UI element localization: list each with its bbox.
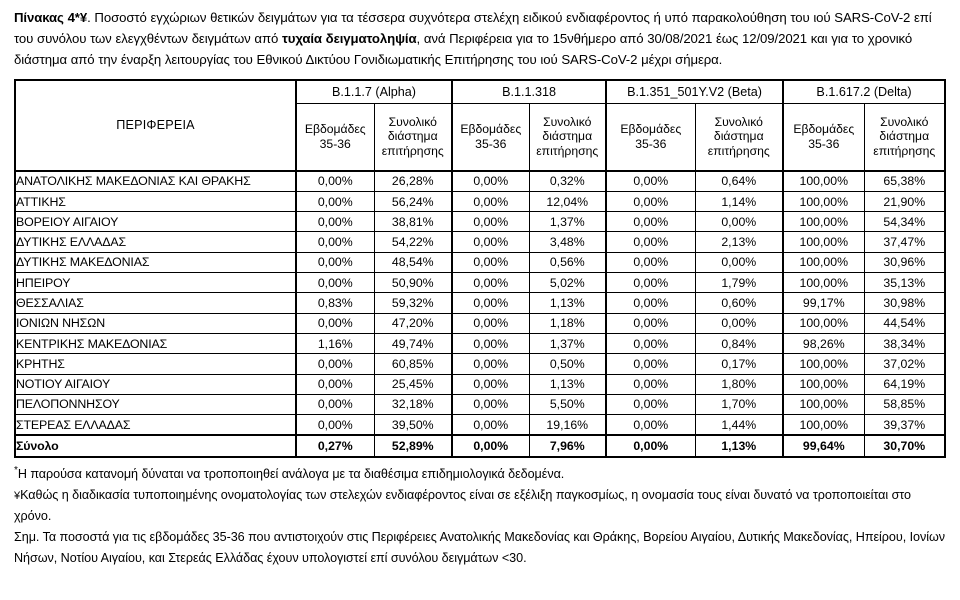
table-cell-value: 0,83% — [296, 293, 374, 313]
table-cell-value: 100,00% — [783, 252, 864, 272]
subheader-total-line1: Συνολικό — [388, 115, 437, 130]
table-caption — [14, 8, 946, 71]
table-cell-value: 44,54% — [864, 313, 945, 333]
table-cell-total-value: 1,13% — [695, 435, 783, 456]
table-cell-value: 0,00% — [452, 273, 529, 293]
table-cell-value: 0,00% — [452, 171, 529, 192]
variants-table — [14, 79, 946, 458]
table-cell-value: 25,45% — [374, 374, 452, 394]
table-cell-value: 12,04% — [529, 191, 606, 211]
footnote-2-marker: ¥ — [14, 490, 21, 503]
table-cell-value: 0,00% — [695, 252, 783, 272]
table-cell-value: 0,00% — [296, 171, 374, 192]
table-cell-region: ΙΟΝΙΩΝ ΝΗΣΩΝ — [15, 313, 296, 333]
table-cell-value: 100,00% — [783, 191, 864, 211]
table-cell-value: 58,85% — [864, 394, 945, 414]
table-cell-value: 1,14% — [695, 191, 783, 211]
table-cell-value: 0,00% — [606, 293, 695, 313]
table-cell-value: 56,24% — [374, 191, 452, 211]
table-cell-value: 54,34% — [864, 212, 945, 232]
table-cell-value: 98,26% — [783, 333, 864, 353]
table-cell-value: 39,50% — [374, 415, 452, 436]
table-row — [15, 415, 945, 436]
table-cell-value: 1,70% — [695, 394, 783, 414]
table-cell-value: 1,18% — [529, 313, 606, 333]
caption-text-2: , ανά Περιφέρεια για το 15νθήμερο από 30/08/2021 έως 12/09/2021 και για το χρονικό διάστημα από την έναρξη λειτουργίας του Εθνικού Δικτύου Γονιδιωματικής Επιτήρησης του ιού SARS-CoV-2 μέχρι σήμερα. — [14, 30, 913, 67]
caption-text-1: . Ποσοστό εγχώριων θετικών δειγμάτων για τα τέσσερα συχνότερα στελέχη ειδικού ενδιαφέροντος ή υπό παρακολούθηση του ιού SARS-CoV-2 επί του συνόλου των ελεγχθέντων δειγμάτων από — [14, 10, 932, 46]
table-cell-total-value: 0,27% — [296, 435, 374, 456]
table-cell-value: 54,22% — [374, 232, 452, 252]
table-cell-value: 50,90% — [374, 273, 452, 293]
footnote-2 — [14, 485, 946, 526]
table-cell-region: ΝΟΤΙΟΥ ΑΙΓΑΙΟΥ — [15, 374, 296, 394]
table-cell-value: 100,00% — [783, 313, 864, 333]
table-cell-value: 0,32% — [529, 171, 606, 192]
table-cell-value: 0,00% — [606, 374, 695, 394]
column-header-region: ΠΕΡΙΦΕΡΕΙΑ — [15, 80, 296, 171]
table-cell-region: ΑΝΑΤΟΛΙΚΗΣ ΜΑΚΕΔΟΝΙΑΣ ΚΑΙ ΘΡΑΚΗΣ — [15, 171, 296, 192]
table-cell-value: 37,02% — [864, 354, 945, 374]
footnotes — [14, 464, 946, 568]
table-cell-value: 0,00% — [606, 333, 695, 353]
table-cell-value: 30,98% — [864, 293, 945, 313]
table-cell-value: 1,79% — [695, 273, 783, 293]
footnote-3 — [14, 527, 946, 568]
table-cell-value: 0,00% — [296, 415, 374, 436]
table-cell-value: 0,00% — [452, 232, 529, 252]
table-cell-value: 0,00% — [452, 293, 529, 313]
table-cell-value: 0,00% — [606, 252, 695, 272]
table-cell-value: 99,17% — [783, 293, 864, 313]
table-cell-value: 0,00% — [452, 415, 529, 436]
table-cell-value: 37,47% — [864, 232, 945, 252]
table-cell-value: 35,13% — [864, 273, 945, 293]
table-cell-value: 0,00% — [606, 171, 695, 192]
table-cell-region: ΑΤΤΙΚΗΣ — [15, 191, 296, 211]
table-cell-value: 0,00% — [296, 252, 374, 272]
footnote-2-text: Καθώς η διαδικασία τυποποιημένης ονοματολογίας των στελεχών ενδιαφέροντος είναι σε εξέλιξη παγκοσμίως, η ονομασία τους είναι δυνατό να τροποποιείται στο χρόνο. — [14, 488, 911, 523]
subheader-delta-total: Συνολικό διάστημα επιτήρησης — [864, 103, 945, 171]
table-cell-region: ΔΥΤΙΚΗΣ ΜΑΚΕΔΟΝΙΑΣ — [15, 252, 296, 272]
table-cell-value: 0,00% — [296, 313, 374, 333]
table-cell-value: 0,50% — [529, 354, 606, 374]
table-cell-region: ΗΠΕΙΡΟΥ — [15, 273, 296, 293]
subheader-b11318-total: Συνολικό διάστημα επιτήρησης — [529, 103, 606, 171]
table-cell-region: ΒΟΡΕΙΟΥ ΑΙΓΑΙΟΥ — [15, 212, 296, 232]
caption-bold-mid: τυχαία δειγματοληψία — [281, 30, 417, 46]
table-cell-value: 0,00% — [606, 394, 695, 414]
table-cell-value: 48,54% — [374, 252, 452, 272]
table-cell-value: 100,00% — [783, 415, 864, 436]
subheader-weeks-line1: Εβδομάδες — [304, 122, 366, 137]
table-cell-value: 0,84% — [695, 333, 783, 353]
subheader-alpha-total — [374, 103, 452, 171]
table-cell-value: 1,80% — [695, 374, 783, 394]
table-cell-value: 1,13% — [529, 293, 606, 313]
table-row — [15, 252, 945, 272]
table-cell-value: 0,00% — [606, 415, 695, 436]
table-row — [15, 333, 945, 353]
table-cell-value: 2,13% — [695, 232, 783, 252]
table-cell-value: 0,00% — [452, 313, 529, 333]
table-cell-total-value: 0,00% — [606, 435, 695, 456]
table-cell-value: 3,48% — [529, 232, 606, 252]
table-cell-value: 0,00% — [606, 212, 695, 232]
table-cell-total-value: 0,00% — [452, 435, 529, 456]
table-cell-value: 0,00% — [296, 394, 374, 414]
table-cell-value: 0,00% — [452, 374, 529, 394]
table-cell-value: 0,00% — [452, 354, 529, 374]
table-cell-value: 64,19% — [864, 374, 945, 394]
table-cell-value: 1,16% — [296, 333, 374, 353]
table-cell-value: 0,00% — [606, 354, 695, 374]
table-cell-value: 0,00% — [296, 354, 374, 374]
subheader-alpha-weeks — [296, 103, 374, 171]
table-cell-value: 0,00% — [695, 212, 783, 232]
table-cell-value: 0,00% — [606, 232, 695, 252]
table-row — [15, 171, 945, 192]
table-body — [15, 171, 945, 457]
table-row — [15, 354, 945, 374]
table-cell-value: 0,00% — [452, 212, 529, 232]
table-row — [15, 293, 945, 313]
table-cell-value: 65,38% — [864, 171, 945, 192]
table-cell-value: 5,02% — [529, 273, 606, 293]
table-cell-region: ΘΕΣΣΑΛΙΑΣ — [15, 293, 296, 313]
table-cell-value: 0,00% — [606, 191, 695, 211]
table-cell-total-value: 7,96% — [529, 435, 606, 456]
table-cell-value: 1,37% — [529, 212, 606, 232]
table-row — [15, 273, 945, 293]
table-cell-value: 30,96% — [864, 252, 945, 272]
table-cell-value: 1,37% — [529, 333, 606, 353]
table-row — [15, 212, 945, 232]
table-cell-value: 100,00% — [783, 374, 864, 394]
table-cell-value: 1,44% — [695, 415, 783, 436]
table-cell-value: 0,00% — [606, 313, 695, 333]
subheader-beta-weeks: Εβδομάδες 35-36 — [606, 103, 695, 171]
table-cell-value: 100,00% — [783, 212, 864, 232]
table-cell-value: 0,00% — [452, 191, 529, 211]
table-cell-total-value: 30,70% — [864, 435, 945, 456]
table-row — [15, 232, 945, 252]
footnote-3-text: Σημ. Τα ποσοστά για τις εβδομάδες 35-36 που αντιστοιχούν στις Περιφέρειες Ανατολικής Μακεδονίας και Θράκης, Βορείου Αιγαίου, Δυτικής Μακεδονίας, Ηπείρου, Ιονίων Νήσων, Νοτίου Αιγαίου, και Στερεάς Ελλάδας έχουν υπολογιστεί επί συνόλου δειγμάτων <30. — [14, 530, 946, 565]
table-cell-value: 1,13% — [529, 374, 606, 394]
table-cell-total-value: 52,89% — [374, 435, 452, 456]
table-cell-value: 39,37% — [864, 415, 945, 436]
group-header-delta: B.1.617.2 (Delta) — [783, 80, 945, 104]
table-row — [15, 313, 945, 333]
group-header-alpha: B.1.1.7 (Alpha) — [296, 80, 452, 104]
table-cell-total-label: Σύνολο — [15, 435, 296, 456]
table-cell-value: 100,00% — [783, 232, 864, 252]
table-cell-value: 38,81% — [374, 212, 452, 232]
table-cell-region: ΚΕΝΤΡΙΚΗΣ ΜΑΚΕΔΟΝΙΑΣ — [15, 333, 296, 353]
subheader-beta-total: Συνολικό διάστημα επιτήρησης — [695, 103, 783, 171]
table-cell-value: 0,17% — [695, 354, 783, 374]
table-row — [15, 374, 945, 394]
table-cell-value: 59,32% — [374, 293, 452, 313]
table-cell-value: 5,50% — [529, 394, 606, 414]
group-header-beta: B.1.351_501Y.V2 (Beta) — [606, 80, 783, 104]
table-cell-value: 19,16% — [529, 415, 606, 436]
subheader-weeks-line2: 35-36 — [319, 136, 351, 151]
table-row — [15, 191, 945, 211]
group-header-b11318: B.1.1.318 — [452, 80, 606, 104]
subheader-total-line2: διάστημα — [387, 129, 438, 144]
table-group-header-row — [15, 80, 945, 104]
subheader-b11318-weeks: Εβδομάδες 35-36 — [452, 103, 529, 171]
table-cell-region: ΠΕΛΟΠΟΝΝΗΣΟΥ — [15, 394, 296, 414]
footnote-1-marker: * — [14, 464, 18, 476]
table-cell-value: 0,60% — [695, 293, 783, 313]
table-cell-total-value: 99,64% — [783, 435, 864, 456]
table-cell-value: 0,00% — [695, 313, 783, 333]
table-cell-value: 0,00% — [452, 394, 529, 414]
table-cell-value: 32,18% — [374, 394, 452, 414]
table-cell-value: 0,00% — [296, 374, 374, 394]
table-cell-value: 0,00% — [452, 252, 529, 272]
table-cell-value: 100,00% — [783, 354, 864, 374]
table-cell-value: 0,00% — [452, 333, 529, 353]
table-cell-value: 0,00% — [296, 212, 374, 232]
table-cell-region: ΔΥΤΙΚΗΣ ΕΛΛΑΔΑΣ — [15, 232, 296, 252]
table-total-row — [15, 435, 945, 456]
table-cell-value: 100,00% — [783, 171, 864, 192]
table-cell-value: 0,64% — [695, 171, 783, 192]
table-cell-region: ΚΡΗΤΗΣ — [15, 354, 296, 374]
table-cell-value: 0,00% — [296, 191, 374, 211]
footnote-1 — [14, 464, 946, 484]
table-cell-value: 0,00% — [296, 273, 374, 293]
table-cell-value: 60,85% — [374, 354, 452, 374]
table-cell-value: 38,34% — [864, 333, 945, 353]
subheader-delta-weeks: Εβδομάδες 35-36 — [783, 103, 864, 171]
footnote-1-text: Η παρούσα κατανομή δύναται να τροποποιηθεί ανάλογα με τα διαθέσιμα επιδημιολογικά δεδομένα. — [17, 466, 565, 481]
subheader-total-line3: επιτήρησης — [381, 143, 444, 158]
table-cell-value: 21,90% — [864, 191, 945, 211]
table-cell-value: 0,56% — [529, 252, 606, 272]
table-cell-value: 0,00% — [606, 273, 695, 293]
table-cell-value: 100,00% — [783, 394, 864, 414]
table-cell-value: 26,28% — [374, 171, 452, 192]
table-cell-value: 47,20% — [374, 313, 452, 333]
table-cell-value: 100,00% — [783, 273, 864, 293]
table-cell-region: ΣΤΕΡΕΑΣ ΕΛΛΑΔΑΣ — [15, 415, 296, 436]
table-cell-value: 0,00% — [296, 232, 374, 252]
table-cell-value: 49,74% — [374, 333, 452, 353]
caption-label: Πίνακας 4*¥ — [14, 10, 88, 25]
table-row — [15, 394, 945, 414]
